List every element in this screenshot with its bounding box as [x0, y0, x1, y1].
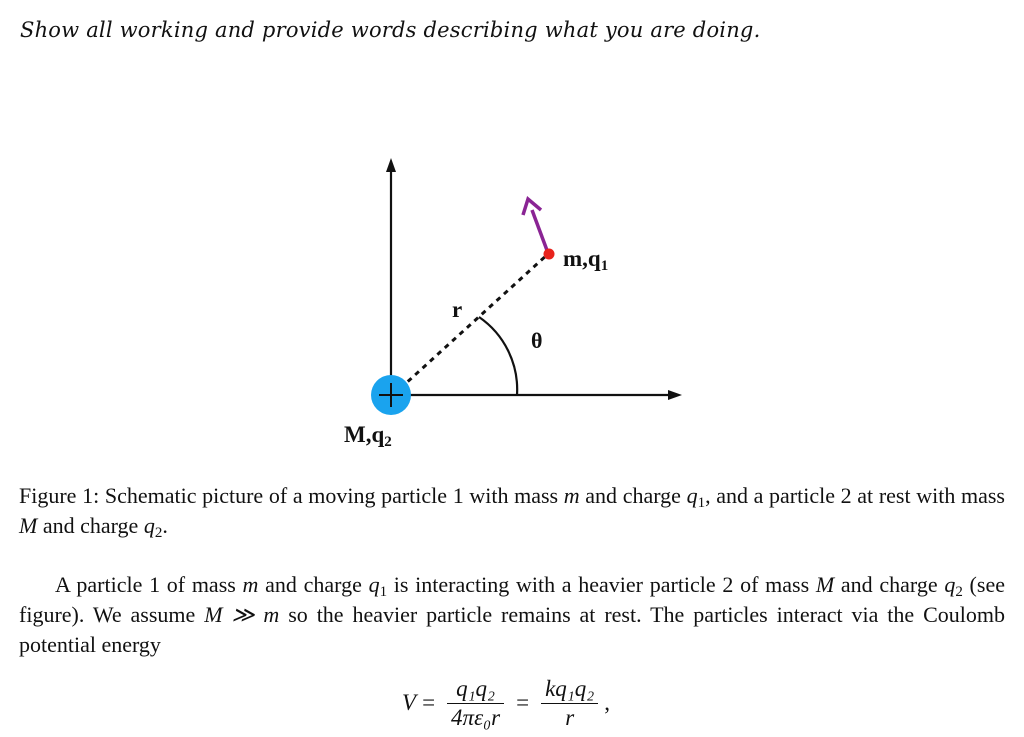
equation-comma: ,	[604, 690, 611, 715]
fraction-2-numerator: kq₁q₂	[545, 675, 595, 701]
angle-label: θ	[531, 328, 543, 353]
vertical-axis-arrowhead	[386, 158, 396, 172]
moving-particle-label: m,q1	[563, 246, 609, 274]
horizontal-axis-arrowhead	[668, 390, 682, 400]
light-particle	[544, 249, 555, 260]
distance-line	[393, 254, 548, 395]
rest-particle-label: M,q2	[344, 422, 392, 450]
fraction-2	[541, 675, 598, 732]
fraction-1	[447, 675, 504, 732]
angle-arc	[479, 317, 517, 395]
problem-paragraph: A particle 1 of mass m and charge $q_1$ is interacting with a heavier particle 2 of mass M and charge $q_2$ (see figure). We assume M ≫ m so the heavier particle remains at rest. The particles interact via the Coulomb potential energy	[19, 572, 1005, 657]
distance-label: r	[452, 297, 463, 322]
figure-caption: Figure 1: Schematic picture of a moving particle 1 with mass m and charge $q_1$, and a particle 2 at rest with mass M and charge $q_2$.	[19, 483, 1005, 541]
instruction-text: Show all working and provide words describing what you are doing.	[20, 18, 761, 42]
velocity-arrow	[532, 210, 548, 253]
equals-sign-1: =	[422, 690, 436, 715]
equals-sign-2: =	[516, 690, 530, 715]
coulomb-equation	[402, 672, 610, 734]
fraction-1-numerator: q₁q₂	[456, 675, 496, 701]
equation-lhs: V	[402, 690, 417, 715]
fraction-2-denominator: r	[565, 704, 575, 730]
fraction-1-denominator: 4πε₀r	[451, 704, 501, 730]
